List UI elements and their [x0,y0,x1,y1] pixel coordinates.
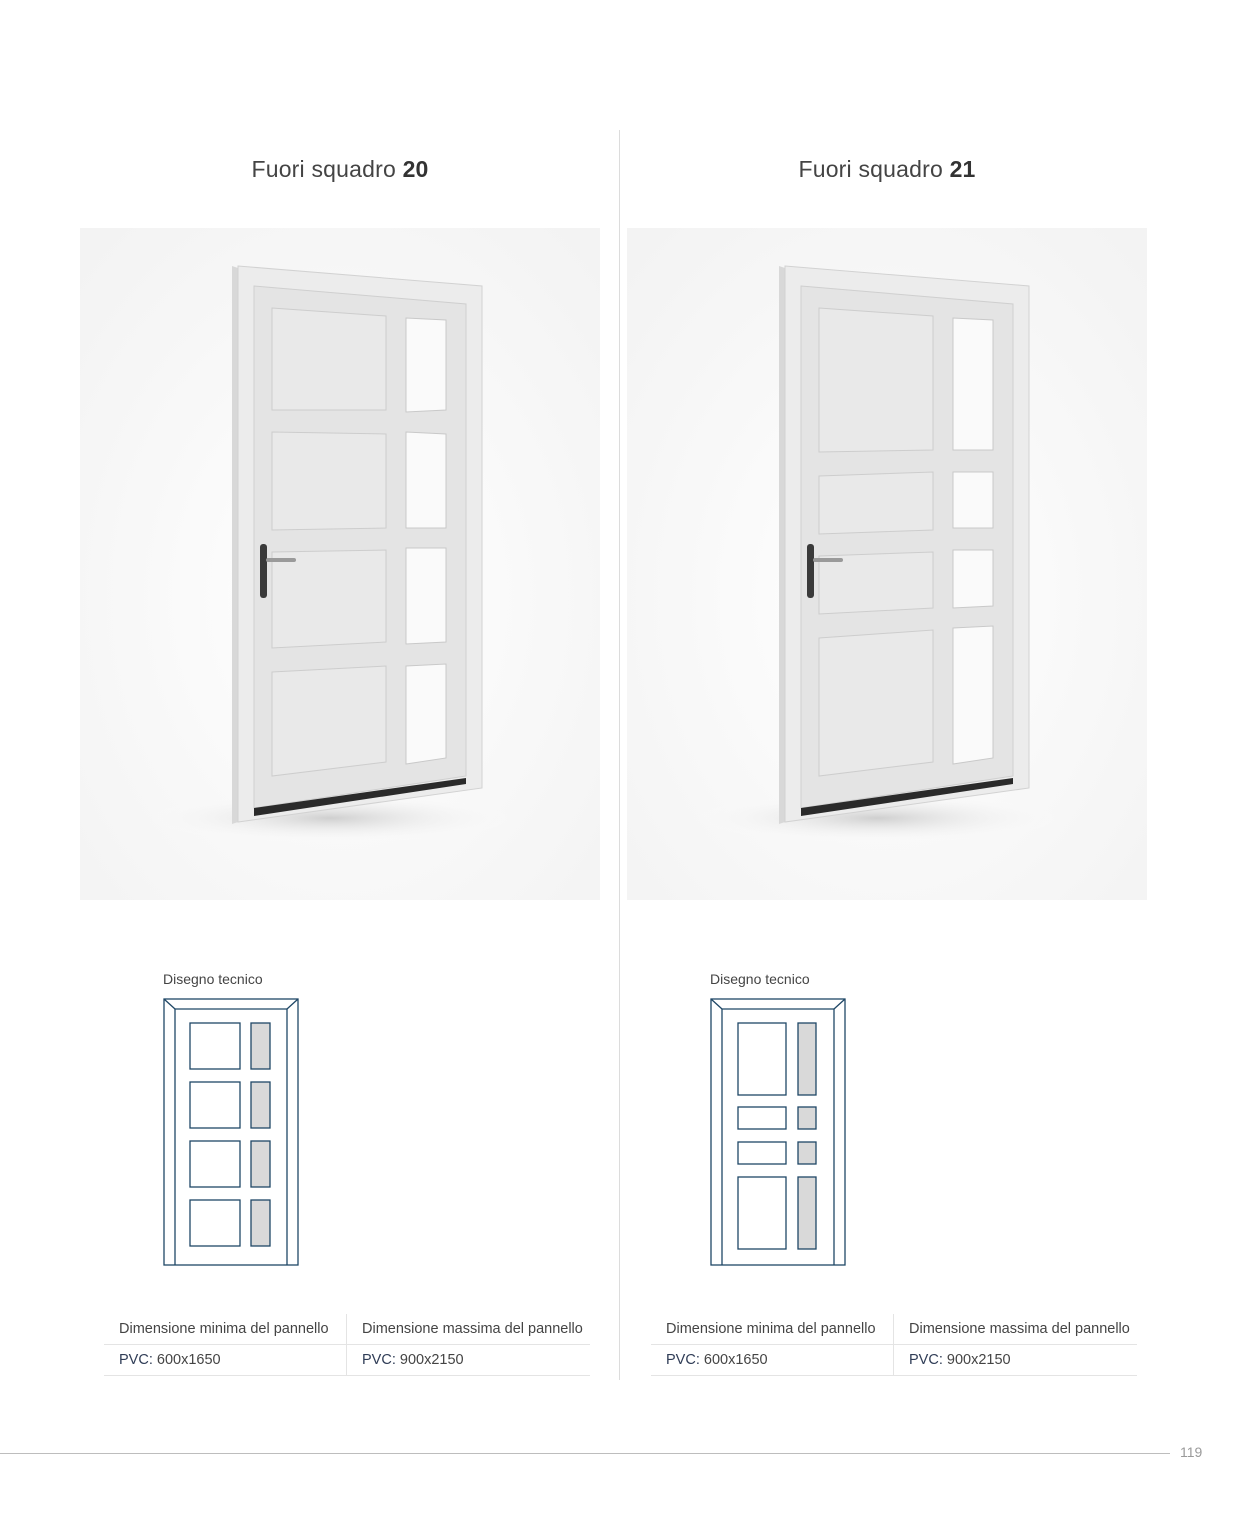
product-fuori-squadro-20 [60,0,620,1420]
footer-rule [0,1453,1170,1454]
min-dimension-value: 600x1650 [156,1352,221,1368]
material-label: PVC: [909,1352,943,1368]
table-row [651,1345,1137,1376]
min-dimension-header: Dimensione minima del pannello [104,1314,347,1345]
min-dimension-value: 600x1650 [703,1352,768,1368]
max-dimension-header: Dimensione massima del pannello [894,1314,1138,1345]
table-row [104,1345,590,1376]
max-dimension-value: 900x2150 [399,1352,464,1368]
tech-drawing-21 [710,997,846,1267]
material-label: PVC: [666,1352,700,1368]
min-dimension-cell [104,1345,347,1376]
panel-dimensions-table [651,1314,1137,1376]
table-header-row [104,1314,590,1345]
max-dimension-cell [347,1345,591,1376]
product-title: Fuori squadro 21 [798,156,976,182]
door-render-20 [80,228,600,900]
min-dimension-cell [651,1345,894,1376]
min-dimension-header: Dimensione minima del pannello [651,1314,894,1345]
table-header-row [651,1314,1137,1345]
door-photo [80,228,600,900]
tech-drawing [163,997,299,1267]
max-dimension-cell [894,1345,1138,1376]
product-title: Fuori squadro 20 [251,156,429,182]
tech-drawing-20 [163,997,299,1267]
tech-drawing-label: Disegno tecnico [163,971,263,987]
max-dimension-header: Dimensione massima del pannello [347,1314,591,1345]
material-label: PVC: [362,1352,396,1368]
panel-dimensions-table [104,1314,590,1376]
material-label: PVC: [119,1352,153,1368]
door-photo [627,228,1147,900]
tech-drawing-label: Disegno tecnico [710,971,810,987]
max-dimension-value: 900x2150 [946,1352,1011,1368]
page-number: 119 [1180,1444,1203,1460]
product-fuori-squadro-21 [607,0,1167,1420]
tech-drawing [710,997,846,1267]
door-render-21 [627,228,1147,900]
